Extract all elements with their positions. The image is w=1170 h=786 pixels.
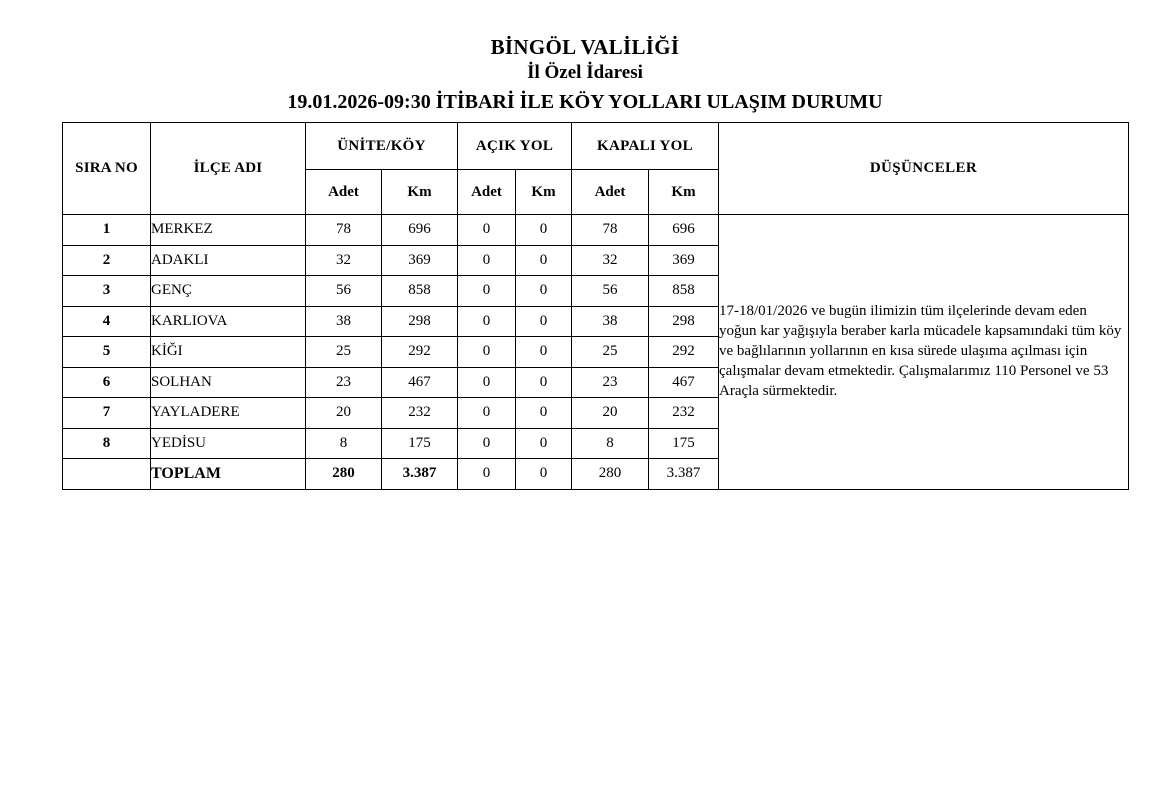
column-header-unite-km: Km	[382, 170, 458, 215]
column-header-sira-no: SIRA NO	[63, 123, 151, 215]
cell-kapali-km: 175	[649, 428, 719, 459]
cell-acik-adet: 0	[458, 306, 516, 337]
cell-kapali-km: 292	[649, 337, 719, 368]
village-roads-table	[62, 122, 1129, 490]
cell-sira-no: 8	[63, 428, 151, 459]
cell-unite-adet: 56	[306, 276, 382, 307]
table-header-row-1	[63, 123, 1129, 170]
table-head	[63, 123, 1129, 215]
column-header-acik-adet: Adet	[458, 170, 516, 215]
cell-total-acik-adet: 0	[458, 459, 516, 490]
cell-kapali-km: 298	[649, 306, 719, 337]
cell-kapali-km: 696	[649, 215, 719, 246]
header-title-line1: BİNGÖL VALİLİĞİ	[490, 35, 680, 59]
document-header	[0, 0, 1170, 116]
header-title-line3: 19.01.2026-09:30 İTİBARİ İLE KÖY YOLLARI ULAŞIM DURUMU	[287, 91, 883, 114]
cell-acik-adet: 0	[458, 337, 516, 368]
cell-unite-adet: 23	[306, 367, 382, 398]
cell-ilce-adi: KİĞI	[151, 337, 306, 368]
cell-sira-no: 5	[63, 337, 151, 368]
column-header-unite-koy: ÜNİTE/KÖY	[306, 123, 458, 170]
cell-sira-no: 3	[63, 276, 151, 307]
cell-kapali-km: 858	[649, 276, 719, 307]
cell-unite-adet: 25	[306, 337, 382, 368]
cell-acik-km: 0	[516, 337, 572, 368]
cell-kapali-adet: 23	[572, 367, 649, 398]
cell-kapali-km: 467	[649, 367, 719, 398]
cell-acik-adet: 0	[458, 245, 516, 276]
cell-kapali-adet: 38	[572, 306, 649, 337]
cell-unite-km: 175	[382, 428, 458, 459]
header-title-line2: İl Özel İdaresi	[527, 61, 643, 83]
column-header-ilce-adi: İLÇE ADI	[151, 123, 306, 215]
cell-unite-km: 292	[382, 337, 458, 368]
cell-acik-km: 0	[516, 245, 572, 276]
cell-sira-no: 1	[63, 215, 151, 246]
cell-kapali-km: 369	[649, 245, 719, 276]
cell-kapali-adet: 32	[572, 245, 649, 276]
cell-unite-km: 696	[382, 215, 458, 246]
cell-acik-km: 0	[516, 306, 572, 337]
cell-unite-km: 298	[382, 306, 458, 337]
cell-acik-adet: 0	[458, 215, 516, 246]
cell-total-unite-km: 3.387	[382, 459, 458, 490]
cell-total-kapali-km: 3.387	[649, 459, 719, 490]
cell-kapali-adet: 56	[572, 276, 649, 307]
column-header-kapali-adet: Adet	[572, 170, 649, 215]
cell-unite-km: 858	[382, 276, 458, 307]
cell-total-sira-no	[63, 459, 151, 490]
cell-total-unite-adet: 280	[306, 459, 382, 490]
cell-ilce-adi: YAYLADERE	[151, 398, 306, 429]
cell-sira-no: 6	[63, 367, 151, 398]
cell-sira-no: 2	[63, 245, 151, 276]
cell-kapali-adet: 8	[572, 428, 649, 459]
column-header-unite-adet: Adet	[306, 170, 382, 215]
table-body	[63, 215, 1129, 490]
cell-acik-km: 0	[516, 215, 572, 246]
cell-acik-adet: 0	[458, 276, 516, 307]
column-header-kapali-yol: KAPALI YOL	[572, 123, 719, 170]
cell-ilce-adi: ADAKLI	[151, 245, 306, 276]
cell-ilce-adi: GENÇ	[151, 276, 306, 307]
cell-acik-km: 0	[516, 428, 572, 459]
cell-unite-km: 369	[382, 245, 458, 276]
cell-unite-adet: 38	[306, 306, 382, 337]
cell-kapali-adet: 25	[572, 337, 649, 368]
cell-acik-km: 0	[516, 398, 572, 429]
cell-dusunceler-notes	[719, 215, 1129, 490]
cell-ilce-adi: KARLIOVA	[151, 306, 306, 337]
cell-acik-adet: 0	[458, 367, 516, 398]
cell-acik-adet: 0	[458, 398, 516, 429]
cell-total-kapali-adet: 280	[572, 459, 649, 490]
cell-unite-adet: 78	[306, 215, 382, 246]
cell-ilce-adi: YEDİSU	[151, 428, 306, 459]
cell-kapali-km: 232	[649, 398, 719, 429]
report-table-container	[62, 122, 1128, 490]
cell-unite-adet: 32	[306, 245, 382, 276]
cell-kapali-adet: 20	[572, 398, 649, 429]
cell-ilce-adi: SOLHAN	[151, 367, 306, 398]
cell-total-label: TOPLAM	[151, 459, 306, 490]
column-header-kapali-km: Km	[649, 170, 719, 215]
cell-kapali-adet: 78	[572, 215, 649, 246]
notes-text: 17-18/01/2026 ve bugün ilimizin tüm ilçelerinde devam eden yoğun kar yağışıyla beraber karla mücadele kapsamındaki tüm köy ve bağlılarının yollarının en kısa sürede ulaşıma açılması için çalışmalar devam etmektedir. Çalışmalarımız 110 Personel ve 53 Araçla sürmektedir.	[719, 302, 1122, 399]
cell-unite-km: 232	[382, 398, 458, 429]
cell-sira-no: 4	[63, 306, 151, 337]
column-header-dusunceler: DÜŞÜNCELER	[719, 123, 1129, 215]
table-row	[63, 215, 1129, 246]
cell-sira-no: 7	[63, 398, 151, 429]
cell-acik-km: 0	[516, 276, 572, 307]
cell-unite-km: 467	[382, 367, 458, 398]
column-header-acik-yol: AÇIK YOL	[458, 123, 572, 170]
cell-acik-adet: 0	[458, 428, 516, 459]
cell-unite-adet: 20	[306, 398, 382, 429]
cell-total-acik-km: 0	[516, 459, 572, 490]
cell-ilce-adi: MERKEZ	[151, 215, 306, 246]
cell-acik-km: 0	[516, 367, 572, 398]
column-header-acik-km: Km	[516, 170, 572, 215]
cell-unite-adet: 8	[306, 428, 382, 459]
